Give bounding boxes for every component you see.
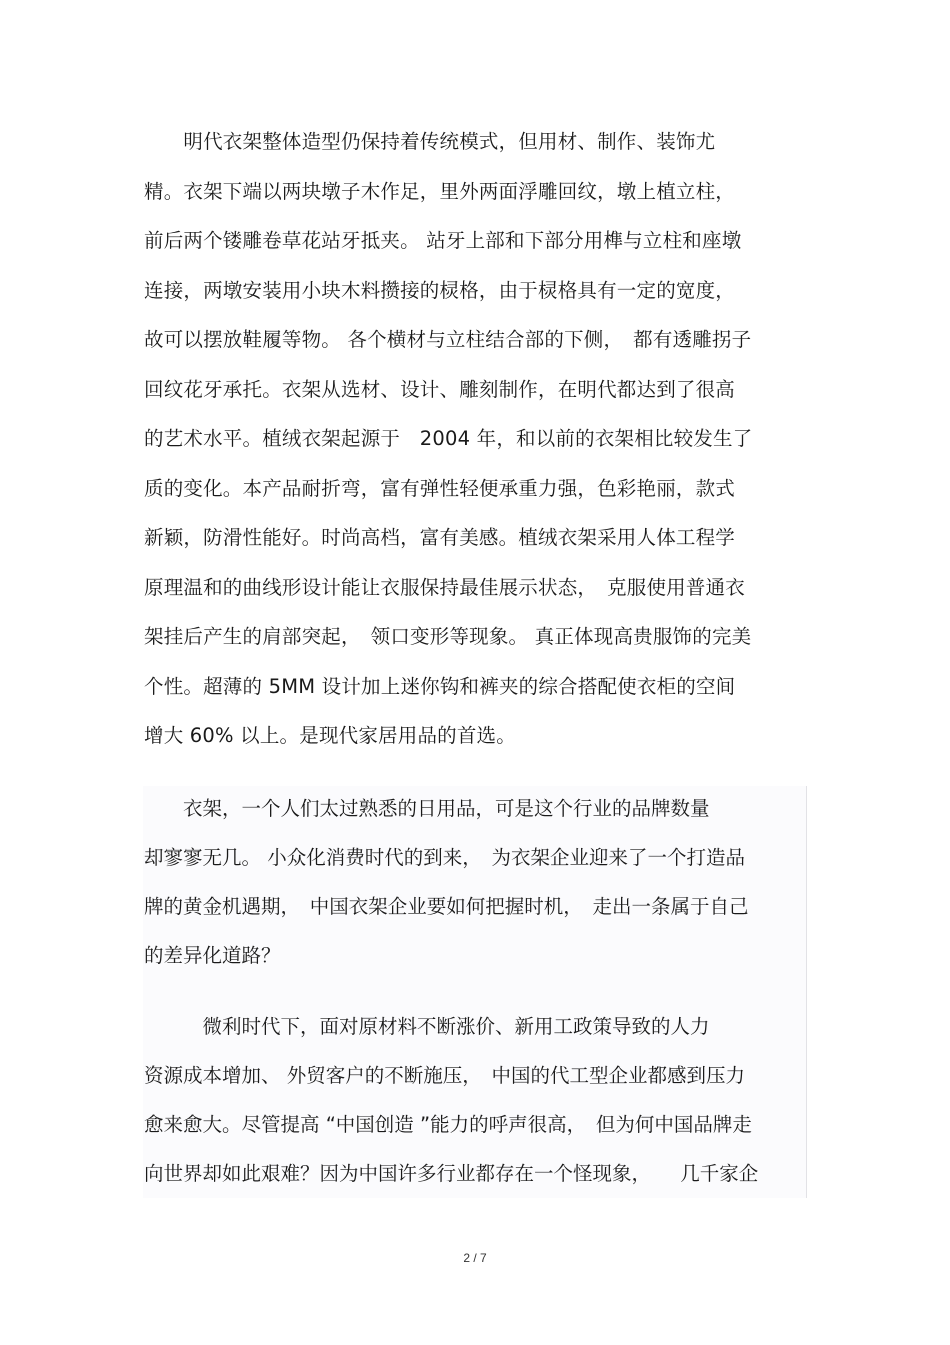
text-line: 故可以摆放鞋履等物。 各个横材与立柱结合部的下侧， 都有透雕拐子 <box>144 328 752 351</box>
text-line: 向世界却如此艰难？因为中国许多行业都存在一个怪现象， 几千家企 <box>144 1162 759 1185</box>
text-line: 却寥寥无几。 小众化消费时代的到来， 为衣架企业迎来了一个打造品 <box>144 846 745 869</box>
text-line: 架挂后产生的肩部突起， 领口变形等现象。 真正体现高贵服饰的完美 <box>144 625 752 648</box>
quoted-block-content <box>144 786 806 1200</box>
text-line: 的艺术水平。植绒衣架起源于 2004 年，和以前的衣架相比较发生了 <box>144 427 753 450</box>
text-line: 资源成本增加、 外贸客户的不断施压， 中国的代工型企业都感到压力 <box>144 1064 745 1087</box>
text-line: 牌的黄金机遇期， 中国衣架企业要如何把握时机， 走出一条属于自己 <box>144 895 749 918</box>
quote-paragraph-low-profit <box>144 1004 806 1200</box>
text-line: 回纹花牙承托。衣架从选材、设计、雕刻制作，在明代都达到了很高 <box>144 377 736 401</box>
text-line: 精。衣架下端以两块墩子木作足，里外两面浮雕回纹，墩上植立柱， <box>144 179 736 203</box>
text-line: 增大 60% 以上。是现代家居用品的首选。 <box>144 724 516 747</box>
text-line: 连接，两墩安装用小块木料攒接的棂格，由于棂格具有一定的宽度， <box>144 278 736 302</box>
text-line: 质的变化。本产品耐折弯，富有弹性轻便承重力强，色彩艳丽，款式 <box>144 476 736 500</box>
text-line: 前后两个镂雕卷草花站牙抵夹。 站牙上部和下部分用榫与立柱和座墩 <box>144 229 742 252</box>
text-line: 的差异化道路？ <box>144 944 281 967</box>
quote-paragraph-brands <box>144 786 806 982</box>
text-line: 个性。超薄的 5MM 设计加上迷你钩和裤夹的综合搭配使衣柜的空间 <box>144 674 736 698</box>
text-line: 微利时代下，面对原材料不断涨价、新用工政策导致的人力 <box>144 1015 710 1038</box>
text-line: 衣架，一个人们太过熟悉的日用品，可是这个行业的品牌数量 <box>144 797 710 820</box>
page-number: 2 / 7 <box>463 1251 487 1265</box>
body-paragraph-hangers-history <box>144 120 814 764</box>
text-line: 愈来愈大。尽管提高 “中国创造 ”能力的呼声很高， 但为何中国品牌走 <box>144 1113 752 1136</box>
paragraph-gap <box>144 982 806 1004</box>
quoted-block <box>143 786 807 1198</box>
text-line: 新颖，防滑性能好。时尚高档，富有美感。植绒衣架采用人体工程学 <box>144 526 736 549</box>
text-line: 明代衣架整体造型仍保持着传统模式，但用材、制作、装饰尤 <box>144 130 716 153</box>
text-line: 原理温和的曲线形设计能让衣服保持最佳展示状态， 克服使用普通衣 <box>144 575 745 599</box>
